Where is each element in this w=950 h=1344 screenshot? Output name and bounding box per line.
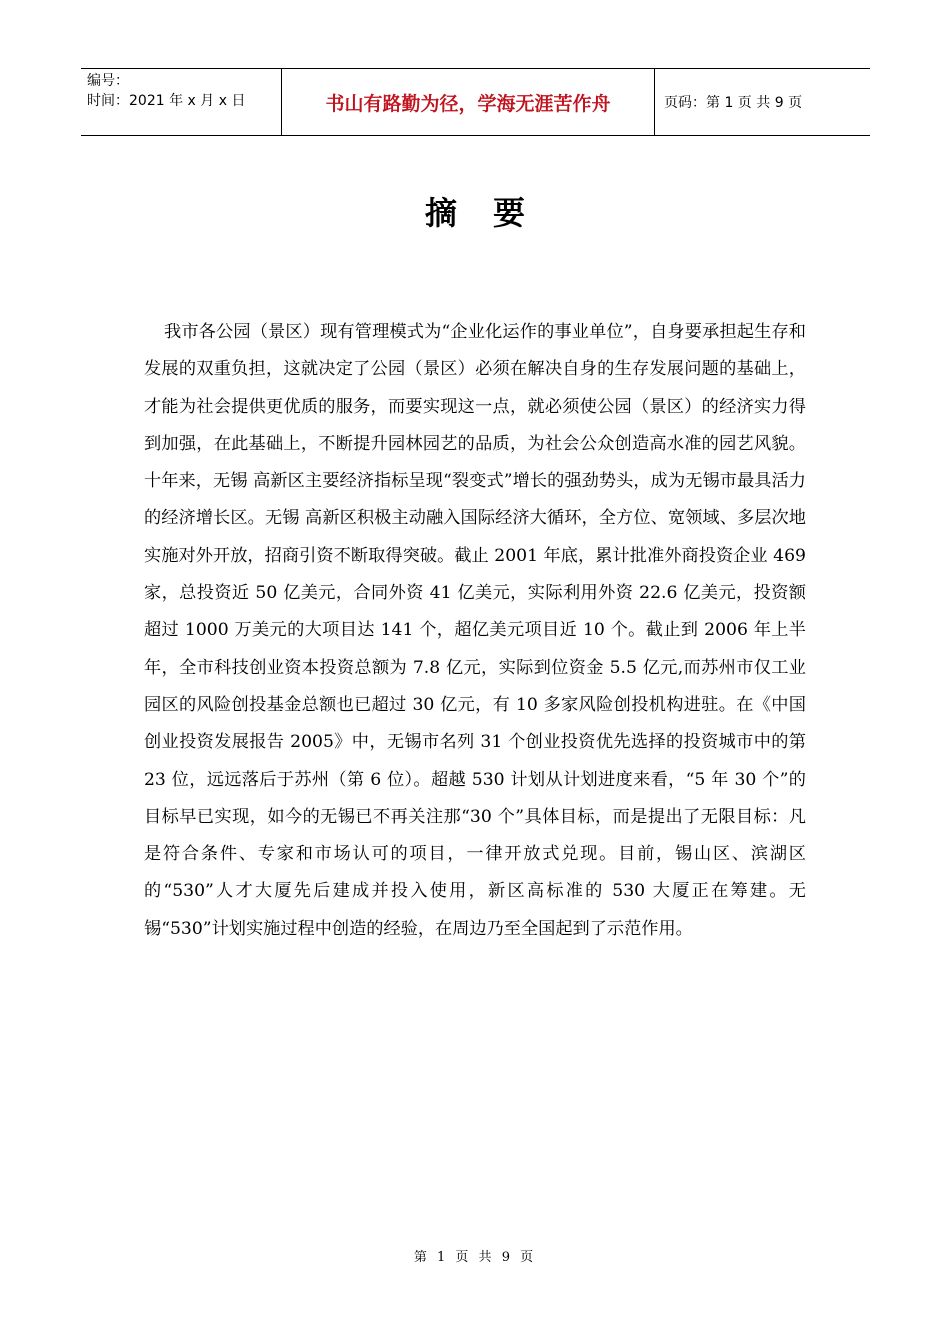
header-time: 时间：2021 年 x 月 x 日: [87, 93, 246, 109]
document-header: [81, 68, 870, 136]
page-title: 摘要: [424, 194, 561, 232]
header-page-number: 页码：第 1 页 共 9 页: [664, 95, 803, 111]
header-meta: [81, 69, 281, 135]
abstract-paragraph: 我市各公园（景区）现有管理模式为“企业化运作的事业单位”，自身要承担起生存和发展的双重负担，这就决定了公园（景区）必须在解决自身的生存发展问题的基础上，才能为社会提供更优质的服务，而要实现这一点，就必须使公园（景区）的经济实力得到加强，在此基础上，不断提升园林园艺的品质，为社会公众创造高水准的园艺风貌。十年来，无锡 高新区主要经济指标呈现“裂变式”增长的强劲势头，成为无锡市最具活力的经济增长区。无锡 高新区积极主动融入国际经济大循环，全方位、宽领域、多层次地实施对外开放，招商引资不断取得突破。截止 2001 年底，累计批准外商投资企业 469 家，总投资近 50 亿美元，合同外资 41 亿美元，实际利用外资 22.6 亿美元，投资额超过 1000 万美元的大项目达 141 个，超亿美元项目近 10 个。截止到 2006 年上半年，全市科技创业资本投资总额为 7.8 亿元，实际到位资金 5.5 亿元,而苏州市仅工业园区的风险创投基金总额也已超过 30 亿元，有 10 多家风险创投机构进驻。在《中国创业投资发展报告 2005》中，无锡市名列 31 个创业投资优先选择的投资城市中的第 23 位，远远落后于苏州（第 6 位）。超越 530 计划从计划进度来看，“5 年 30 个”的目标早已实现，如今的无锡已不再关注那“30 个”具体目标，而是提出了无限目标：凡是符合条件、专家和市场认可的项目，一律开放式兑现。目前，锡山区、滨湖区的“530”人才大厦先后建成并投入使用，新区高标准的 530 大厦正在筹建。无锡“530”计划实施过程中创造的经验，在周边乃至全国起到了示范作用。: [144, 322, 806, 939]
header-motto: 书山有路勤为径，学海无涯苦作舟: [281, 69, 655, 135]
header-number: 编号：: [87, 73, 129, 89]
page-footer: 第 1 页 共 9 页: [413, 1250, 537, 1265]
